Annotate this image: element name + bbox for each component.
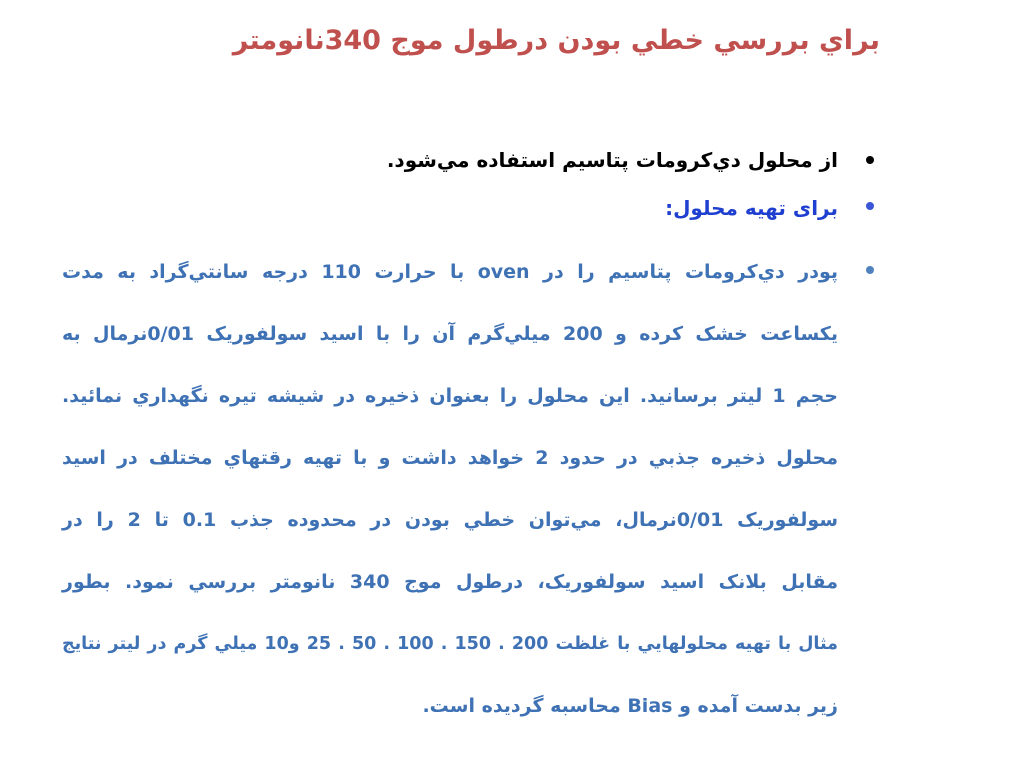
slide-title: براي بررسي خطي بودن درطول موج 340نانومتر — [232, 25, 880, 56]
bullet-marker — [866, 202, 874, 210]
instruction-paragraph — [62, 241, 838, 737]
paragraph-line: حجم 1 ليتر برسانيد. اين محلول را بعنوان ذخيره در شيشه تيره نگهداري نمائيد. — [62, 385, 838, 407]
bullet-marker — [866, 156, 874, 164]
paragraph-line: محلول ذخيره جذبي در حدود 2 خواهد داشت و با تهيه رقتهاي مختلف در اسيد — [62, 447, 838, 469]
paragraph-line: پودر دي‌كرومات پتاسيم را در oven با حرارت 110 درجه سانتي‌گراد به مدت — [62, 261, 838, 283]
paragraph-line: يكساعت خشک كرده و 200 ميلي‌گرم آن را با اسيد سولفوريک 0/01نرمال به — [62, 323, 838, 345]
bullet-marker — [866, 266, 874, 274]
paragraph-line: مقابل بلانک اسيد سولفوريک، درطول موج 340 نانومتر بررسي نمود. بطور — [62, 571, 838, 593]
bullet-text: از محلول دي‌كرومات پتاسيم استفاده مي‌شود. — [386, 148, 838, 172]
paragraph-line: سولفوريک 0/01نرمال، مي‌توان خطي بودن در محدوده جذب 0.1 تا 2 را در — [62, 509, 838, 531]
paragraph-line: مثال با تهيه محلولهايي با غلظت 200 . 150 . 100 . 50 . 25 و10 ميلي گرم در ليتر نتايج — [62, 634, 838, 654]
bullet-text: براى تهيه محلول: — [665, 196, 838, 220]
paragraph-line: زير بدست آمده و Bias محاسبه گرديده است. — [422, 695, 838, 717]
